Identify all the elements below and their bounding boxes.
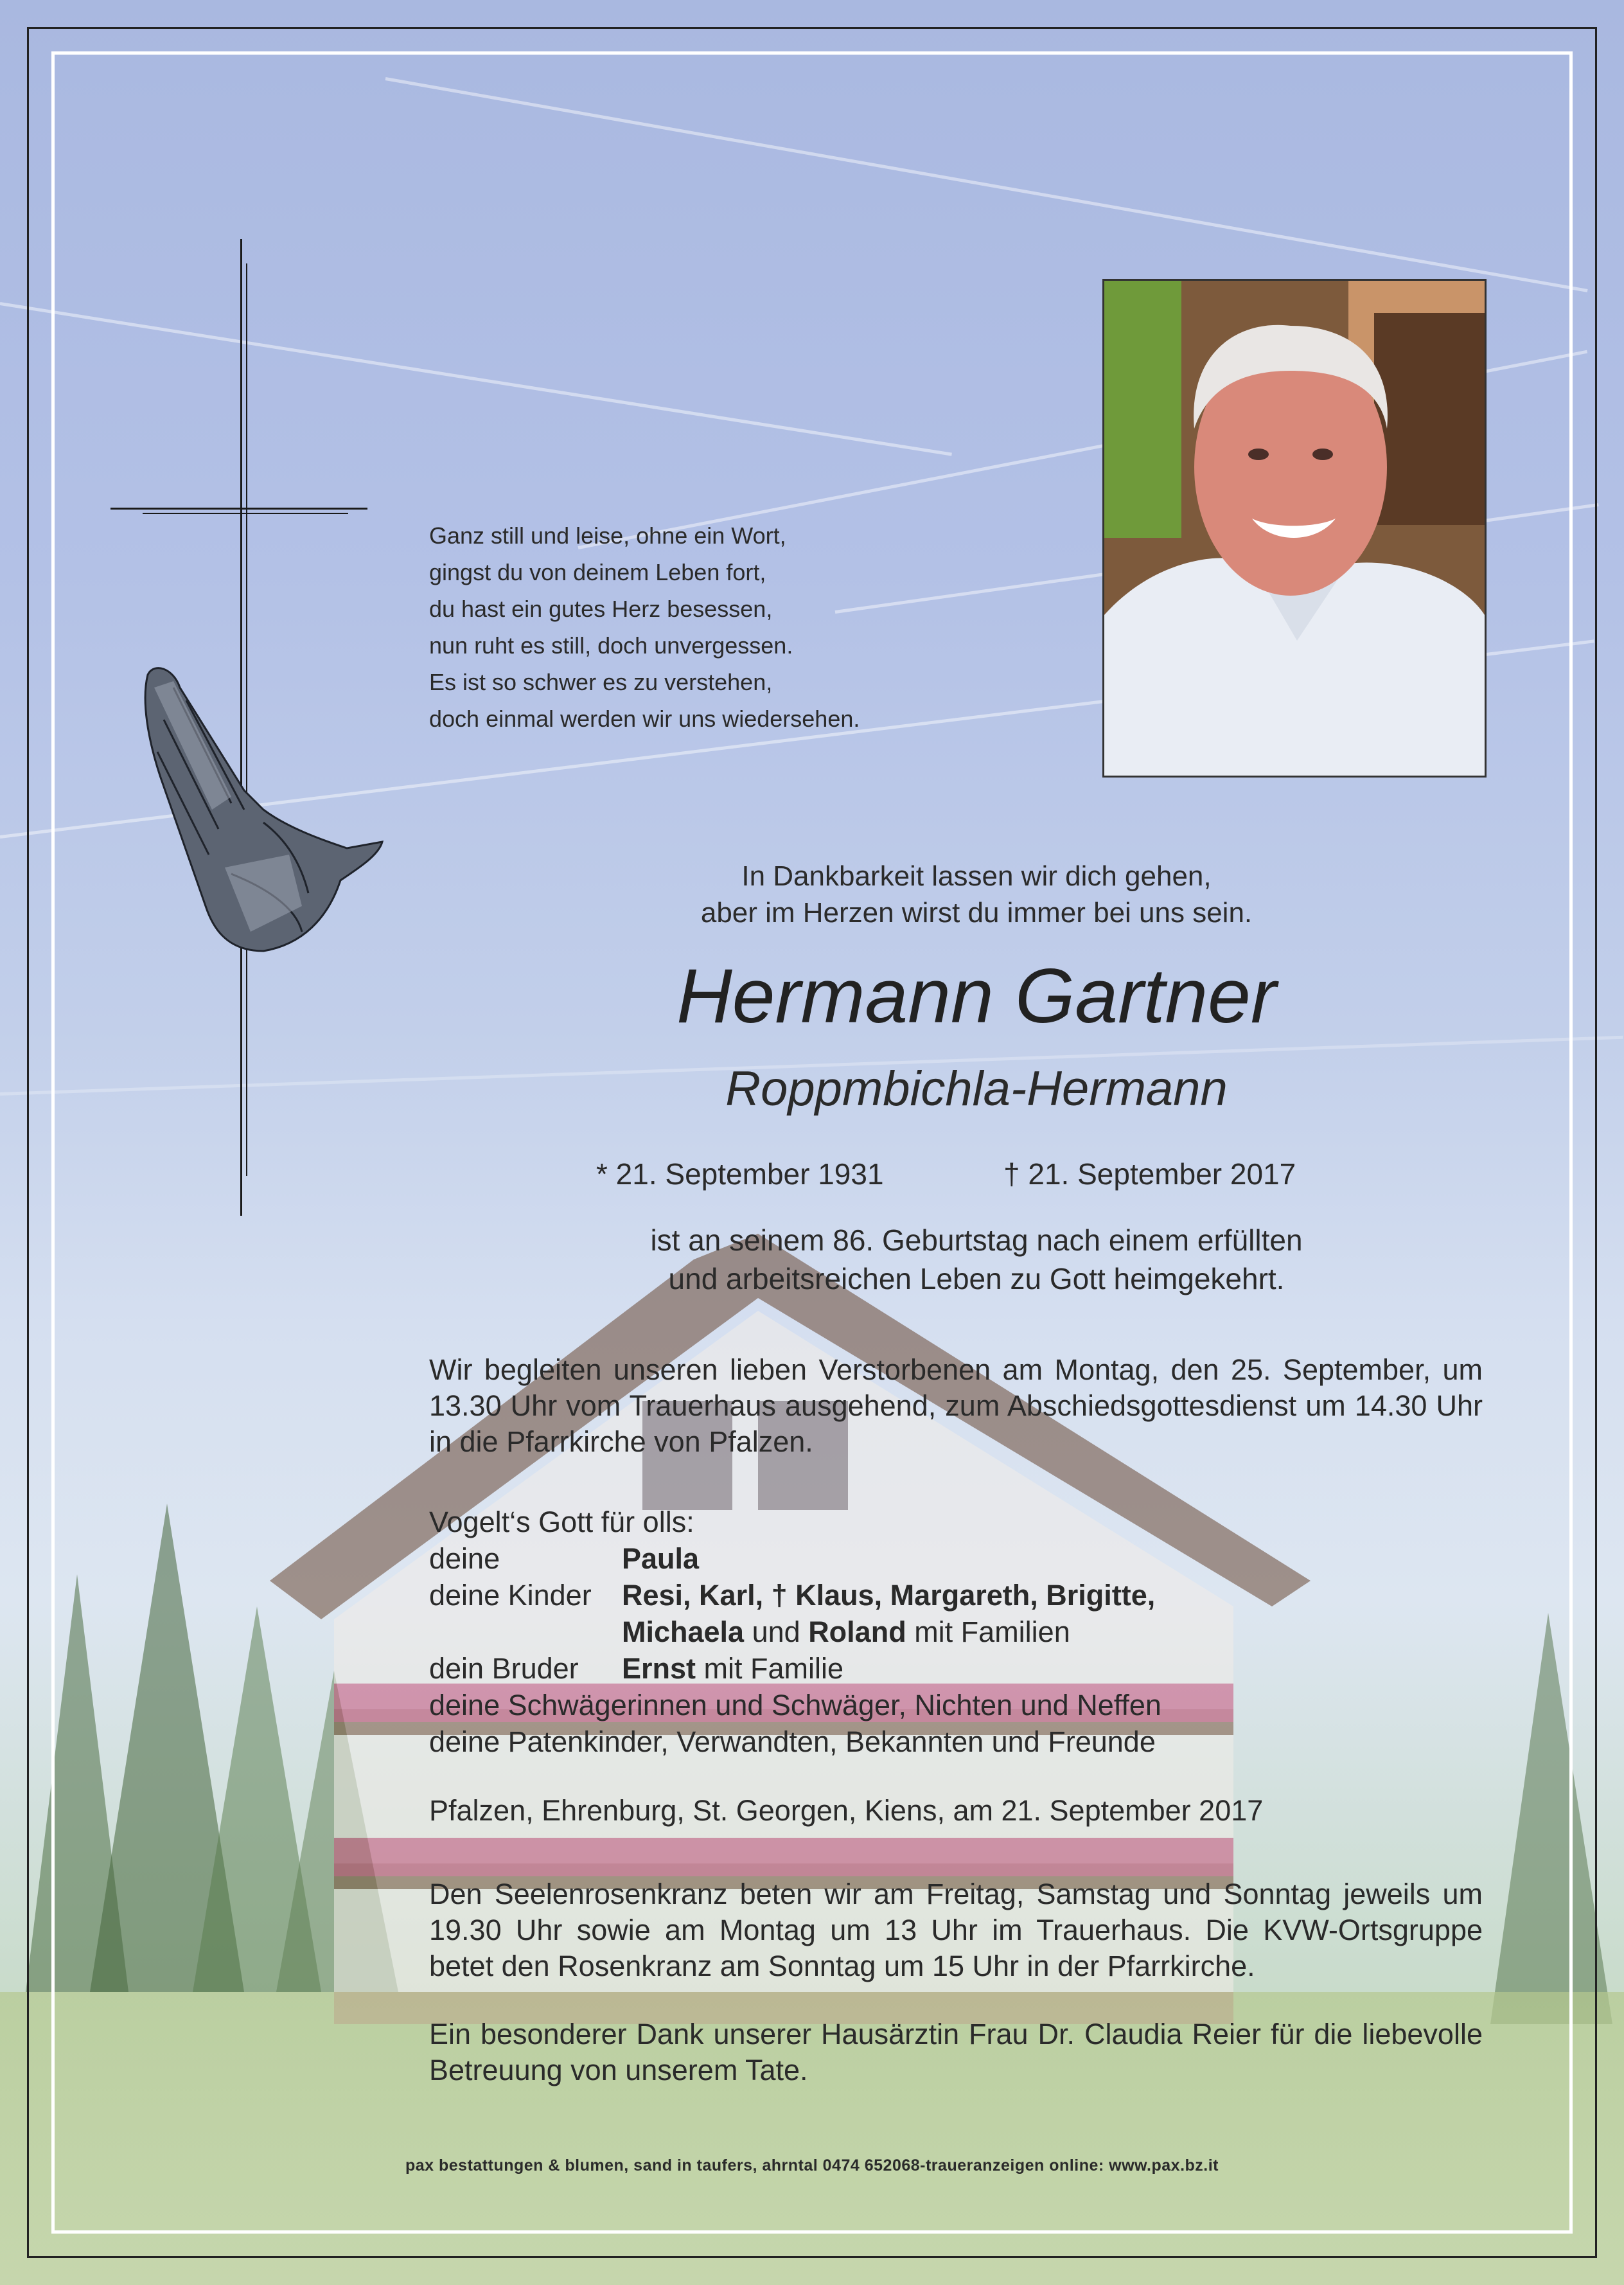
rosary-info: Den Seelenrosenkranz beten wir am Freitag, Samstag und Sonntag jeweils um 19.30 Uhr sowie am Montag um 13 Uhr im Trauerhaus. Die KVW-Ortsgruppe betet den Rosenkranz am Sonntag um 15 Uhr in der Pfarrkirche. [429,1878,1483,1982]
brother-name: Ernst [622,1652,696,1685]
poem-line: gingst du von deinem Leben fort, [429,559,766,585]
family-list [429,1504,1161,1760]
relation-label: deine [429,1542,500,1575]
thanks-line: aber im Herzen wirst du immer bei uns sein. [700,897,1253,929]
poem-line: Ganz still und leise, ohne ein Wort, [429,522,786,549]
poem-line: du hast ein gutes Herz besessen, [429,596,773,622]
children-names: Resi, Karl, † Klaus, Margareth, Brigitte, [622,1579,1156,1612]
thanks-line: In Dankbarkeit lassen wir dich gehen, [741,860,1212,892]
thanks-text [450,858,1503,931]
death-line: und arbeitsreichen Leben zu Gott heimgekehrt. [668,1262,1285,1295]
godchildren-line: deine Patenkinder, Verwandten, Bekannten und Freunde [429,1725,1156,1758]
connector-text: und [744,1615,809,1648]
deceased-name: Hermann Gartner [676,953,1276,1039]
death-line: ist an seinem 86. Geburtstag nach einem erfüllten [650,1223,1303,1257]
deceased-nickname: Roppmbichla-Hermann [725,1062,1228,1116]
connector-text: mit Familien [906,1615,1070,1648]
inlaws-line: deine Schwägerinnen und Schwäger, Nichten und Neffen [429,1689,1161,1721]
connector-text: mit Familie [696,1652,844,1685]
child-name: Michaela [622,1615,745,1648]
death-date: † 21. September 2017 [1003,1157,1296,1191]
poem-line: Es ist so schwer es zu verstehen, [429,669,773,695]
portrait-photo [1102,279,1487,778]
poem [429,517,917,737]
poem-line: nun ruht es still, doch unvergessen. [429,632,793,659]
place-date: Pfalzen, Ehrenburg, St. Georgen, Kiens, am 21. September 2017 [429,1794,1264,1827]
child-name: Roland [808,1615,906,1648]
birth-date: * 21. September 1931 [596,1157,884,1191]
gratitude-text: Ein besonderer Dank unserer Hausärztin Frau Dr. Claudia Reier für die liebevolle Betreuung von unserem Tate. [429,2018,1483,2086]
family-intro: Vogelt‘s Gott für olls: [429,1506,694,1538]
poem-line: doch einmal werden wir uns wiedersehen. [429,706,860,732]
praying-hands-icon [135,662,385,964]
relation-label: dein Bruder [429,1652,579,1685]
wife-name: Paula [622,1542,700,1575]
funeral-info: Wir begleiten unseren lieben Verstorbenen am Montag, den 25. September, um 13.30 Uhr vom Trauerhaus ausgehend, zum Abschiedsgottesdienst um 14.30 Uhr in die Pfarrkirche von Pfalzen. [429,1353,1483,1458]
footer-credit: pax bestattungen & blumen, sand in taufers, ahrntal 0474 652068-traueranzeigen online: www.pax.bz.it [405,2156,1219,2174]
relation-label: deine Kinder [429,1579,592,1612]
death-announcement [450,1221,1503,1298]
